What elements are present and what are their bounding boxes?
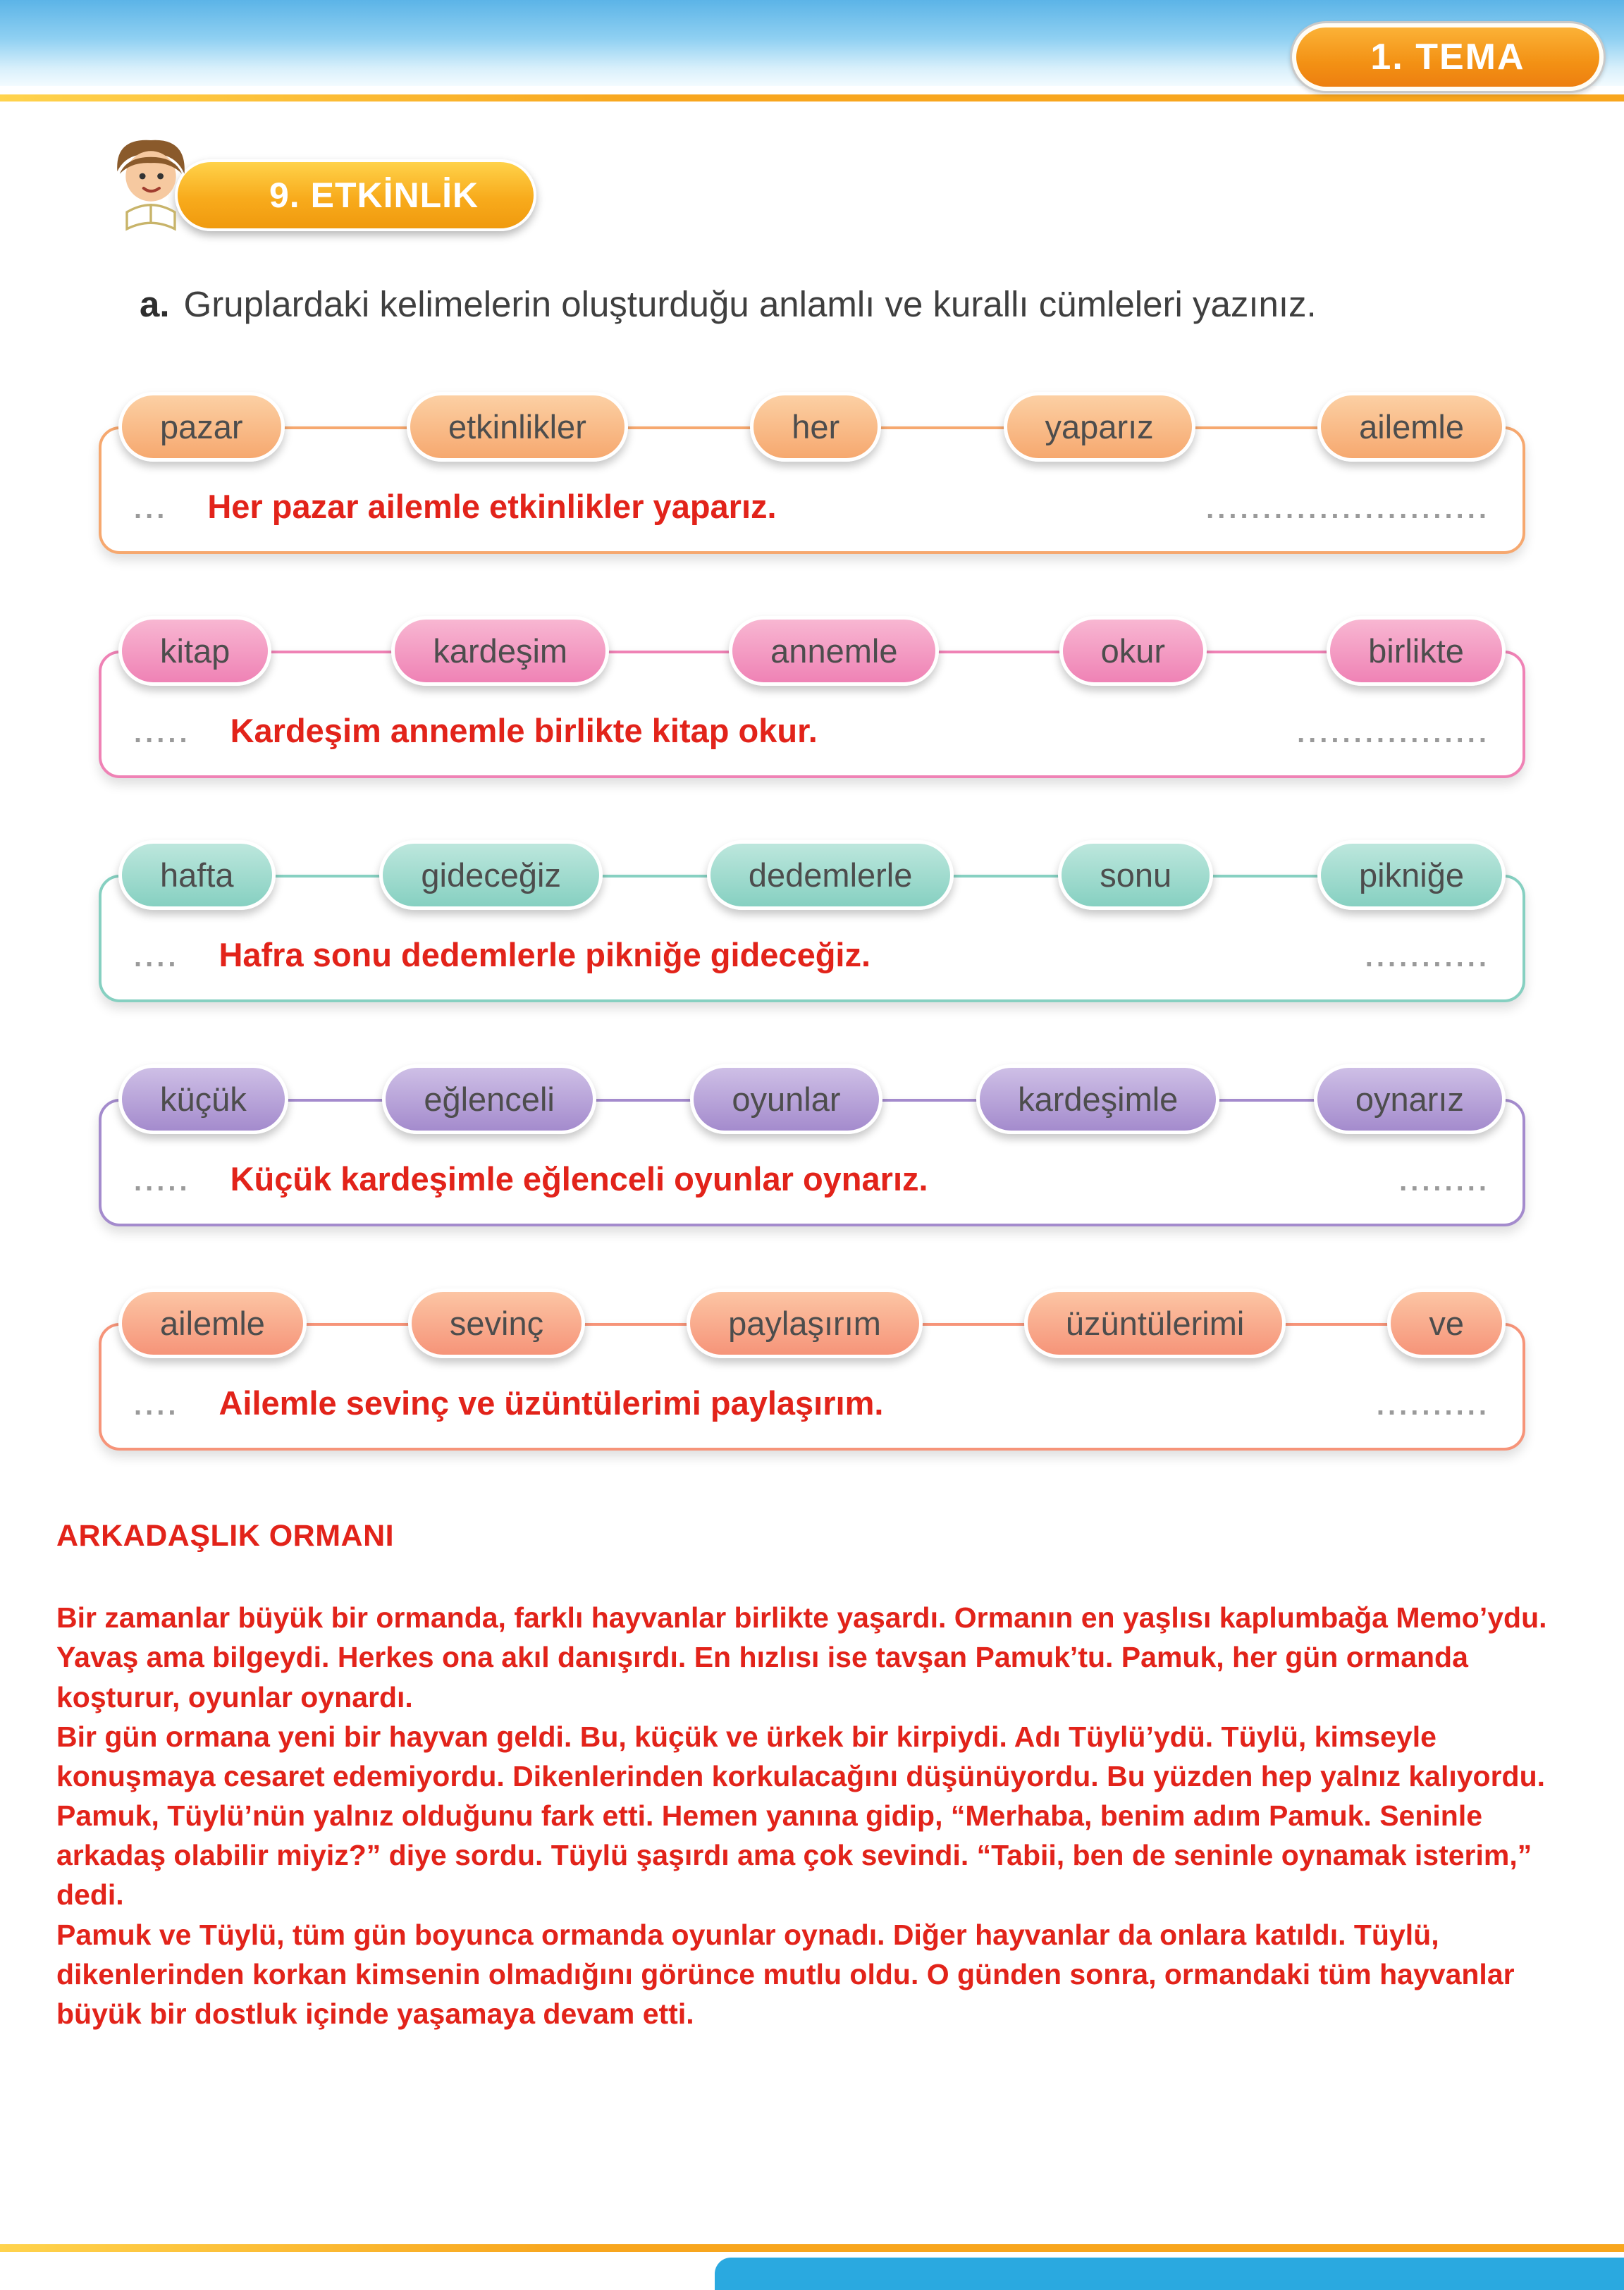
answer-line: [134, 1384, 1490, 1422]
word-pill: oynarız: [1314, 1064, 1506, 1134]
word-pill: etkinlikler: [407, 392, 628, 462]
word-pill: paylaşırım: [687, 1288, 923, 1358]
answer-text: Her pazar ailemle etkinlikler yaparız.: [207, 488, 777, 526]
answer-text: Kardeşim annemle birlikte kitap okur.: [230, 712, 818, 750]
word-pill: hafta: [118, 840, 276, 910]
word-group-5: [99, 1288, 1525, 1451]
word-pill: dedemlerle: [707, 840, 954, 910]
story-paragraph: Pamuk, Tüylü’nün yalnız olduğunu fark etti. Hemen yanına gidip, “Merhaba, benim adım Pamuk. Seninle arkadaş olabilir miyiz?” diye sordu. Tüylü şaşırdı ama çok sevindi. “Tabii, ben de seninle oynamak isterim,” dedi.: [56, 1799, 1532, 1912]
activity-badge: [175, 159, 536, 231]
word-group-1: [99, 392, 1525, 554]
instruction-letter: a.: [140, 284, 170, 324]
word-pill: pazar: [118, 392, 285, 462]
word-pills: [99, 616, 1525, 686]
answer-line: [134, 935, 1490, 974]
dots-left: .....: [134, 718, 191, 749]
word-pill: pikniğe: [1317, 840, 1506, 910]
word-pills: [99, 392, 1525, 462]
word-pill: üzüntülerimi: [1024, 1288, 1286, 1358]
story-paragraph: Bir gün ormana yeni bir hayvan geldi. Bu, küçük ve ürkek bir kirpiydi. Adı Tüylü’ydü. Tüylü, kimseyle konuşmaya cesaret edemiyordu. Dikenlerinden korkulacağını düşünüyordu. Bu yüzden hep yalnız kalıyordu.: [56, 1720, 1546, 1792]
word-pill: her: [750, 392, 881, 462]
word-pill: ailemle: [118, 1288, 307, 1358]
word-pills: [99, 1288, 1525, 1358]
word-pill: oyunlar: [690, 1064, 882, 1134]
tema-label: 1. TEMA: [1296, 27, 1599, 87]
word-pill: okur: [1059, 616, 1207, 686]
answer-line: [134, 711, 1490, 750]
footer-blue-bar: [715, 2258, 1624, 2290]
answer-text: Hafra sonu dedemlerle pikniğe gideceğiz.: [219, 936, 871, 974]
header-divider: [0, 94, 1624, 101]
dots-right: .................: [1297, 718, 1490, 749]
answer-text: Ailemle sevinç ve üzüntülerimi paylaşırım.: [219, 1384, 884, 1422]
word-pills: [99, 1064, 1525, 1134]
dots-left: ...: [134, 493, 168, 525]
word-pill: gideceğiz: [379, 840, 603, 910]
instruction-text: Gruplardaki kelimelerin oluşturduğu anlamlı ve kurallı cümleleri yazınız.: [183, 284, 1317, 324]
instruction: [99, 279, 1480, 330]
dots-right: ...........: [1365, 942, 1490, 973]
page-content: [0, 149, 1624, 2033]
story-paragraph: Pamuk ve Tüylü, tüm gün boyunca ormanda oyunlar oynadı. Diğer hayvanlar da onlara katıldı. Tüylü, dikenlerinden korkan kimsenin olmadığını görünce mutlu oldu. O günden sonra, ormandaki tüm hayvanlar büyük bir dostluk içinde yaşamaya devam etti.: [56, 1918, 1515, 2030]
footer-divider: [0, 2244, 1624, 2252]
word-pill: kitap: [118, 616, 271, 686]
story-paragraph: Bir zamanlar büyük bir ormanda, farklı hayvanlar birlikte yaşardı. Ormanın en yaşlısı kaplumbağa Memo’ydu. Yavaş ama bilgeydi. Herkes ona akıl danışırdı. En hızlısı ise tavşan Pamuk’tu. Pamuk, her gün ormanda koşturur, oyunlar oynardı.: [56, 1601, 1547, 1713]
dots-left: ....: [134, 942, 180, 973]
dots-right: .........................: [1206, 493, 1490, 525]
word-group-2: [99, 616, 1525, 778]
page-header: [0, 0, 1624, 86]
dots-left: ....: [134, 1390, 180, 1422]
story-section: [56, 1515, 1561, 2033]
word-pill: sonu: [1058, 840, 1213, 910]
word-pill: ailemle: [1317, 392, 1506, 462]
answer-line: [134, 1159, 1490, 1198]
answer-line: [134, 487, 1490, 526]
word-pill: yaparız: [1004, 392, 1195, 462]
tema-badge: [1290, 21, 1606, 93]
answer-text: Küçük kardeşimle eğlenceli oyunlar oynarız.: [230, 1160, 928, 1198]
word-pill: kardeşim: [391, 616, 609, 686]
word-group-4: [99, 1064, 1525, 1226]
word-pill: eğlenceli: [382, 1064, 596, 1134]
story-title: ARKADAŞLIK ORMANI: [56, 1519, 395, 1553]
activity-badge-label: 9. ETKİNLİK: [269, 176, 479, 215]
dots-right: ........: [1399, 1166, 1490, 1198]
word-pill: kardeşimle: [976, 1064, 1219, 1134]
word-group-3: [99, 840, 1525, 1002]
word-pill: annemle: [729, 616, 939, 686]
word-pill: birlikte: [1327, 616, 1506, 686]
mascot-icon: [87, 128, 214, 248]
word-pills: [99, 840, 1525, 910]
dots-left: .....: [134, 1166, 191, 1198]
dots-right: ..........: [1376, 1390, 1490, 1422]
word-pill: sevinç: [408, 1288, 585, 1358]
word-pill: küçük: [118, 1064, 288, 1134]
activity-header: [99, 149, 1525, 242]
word-pill: ve: [1387, 1288, 1506, 1358]
